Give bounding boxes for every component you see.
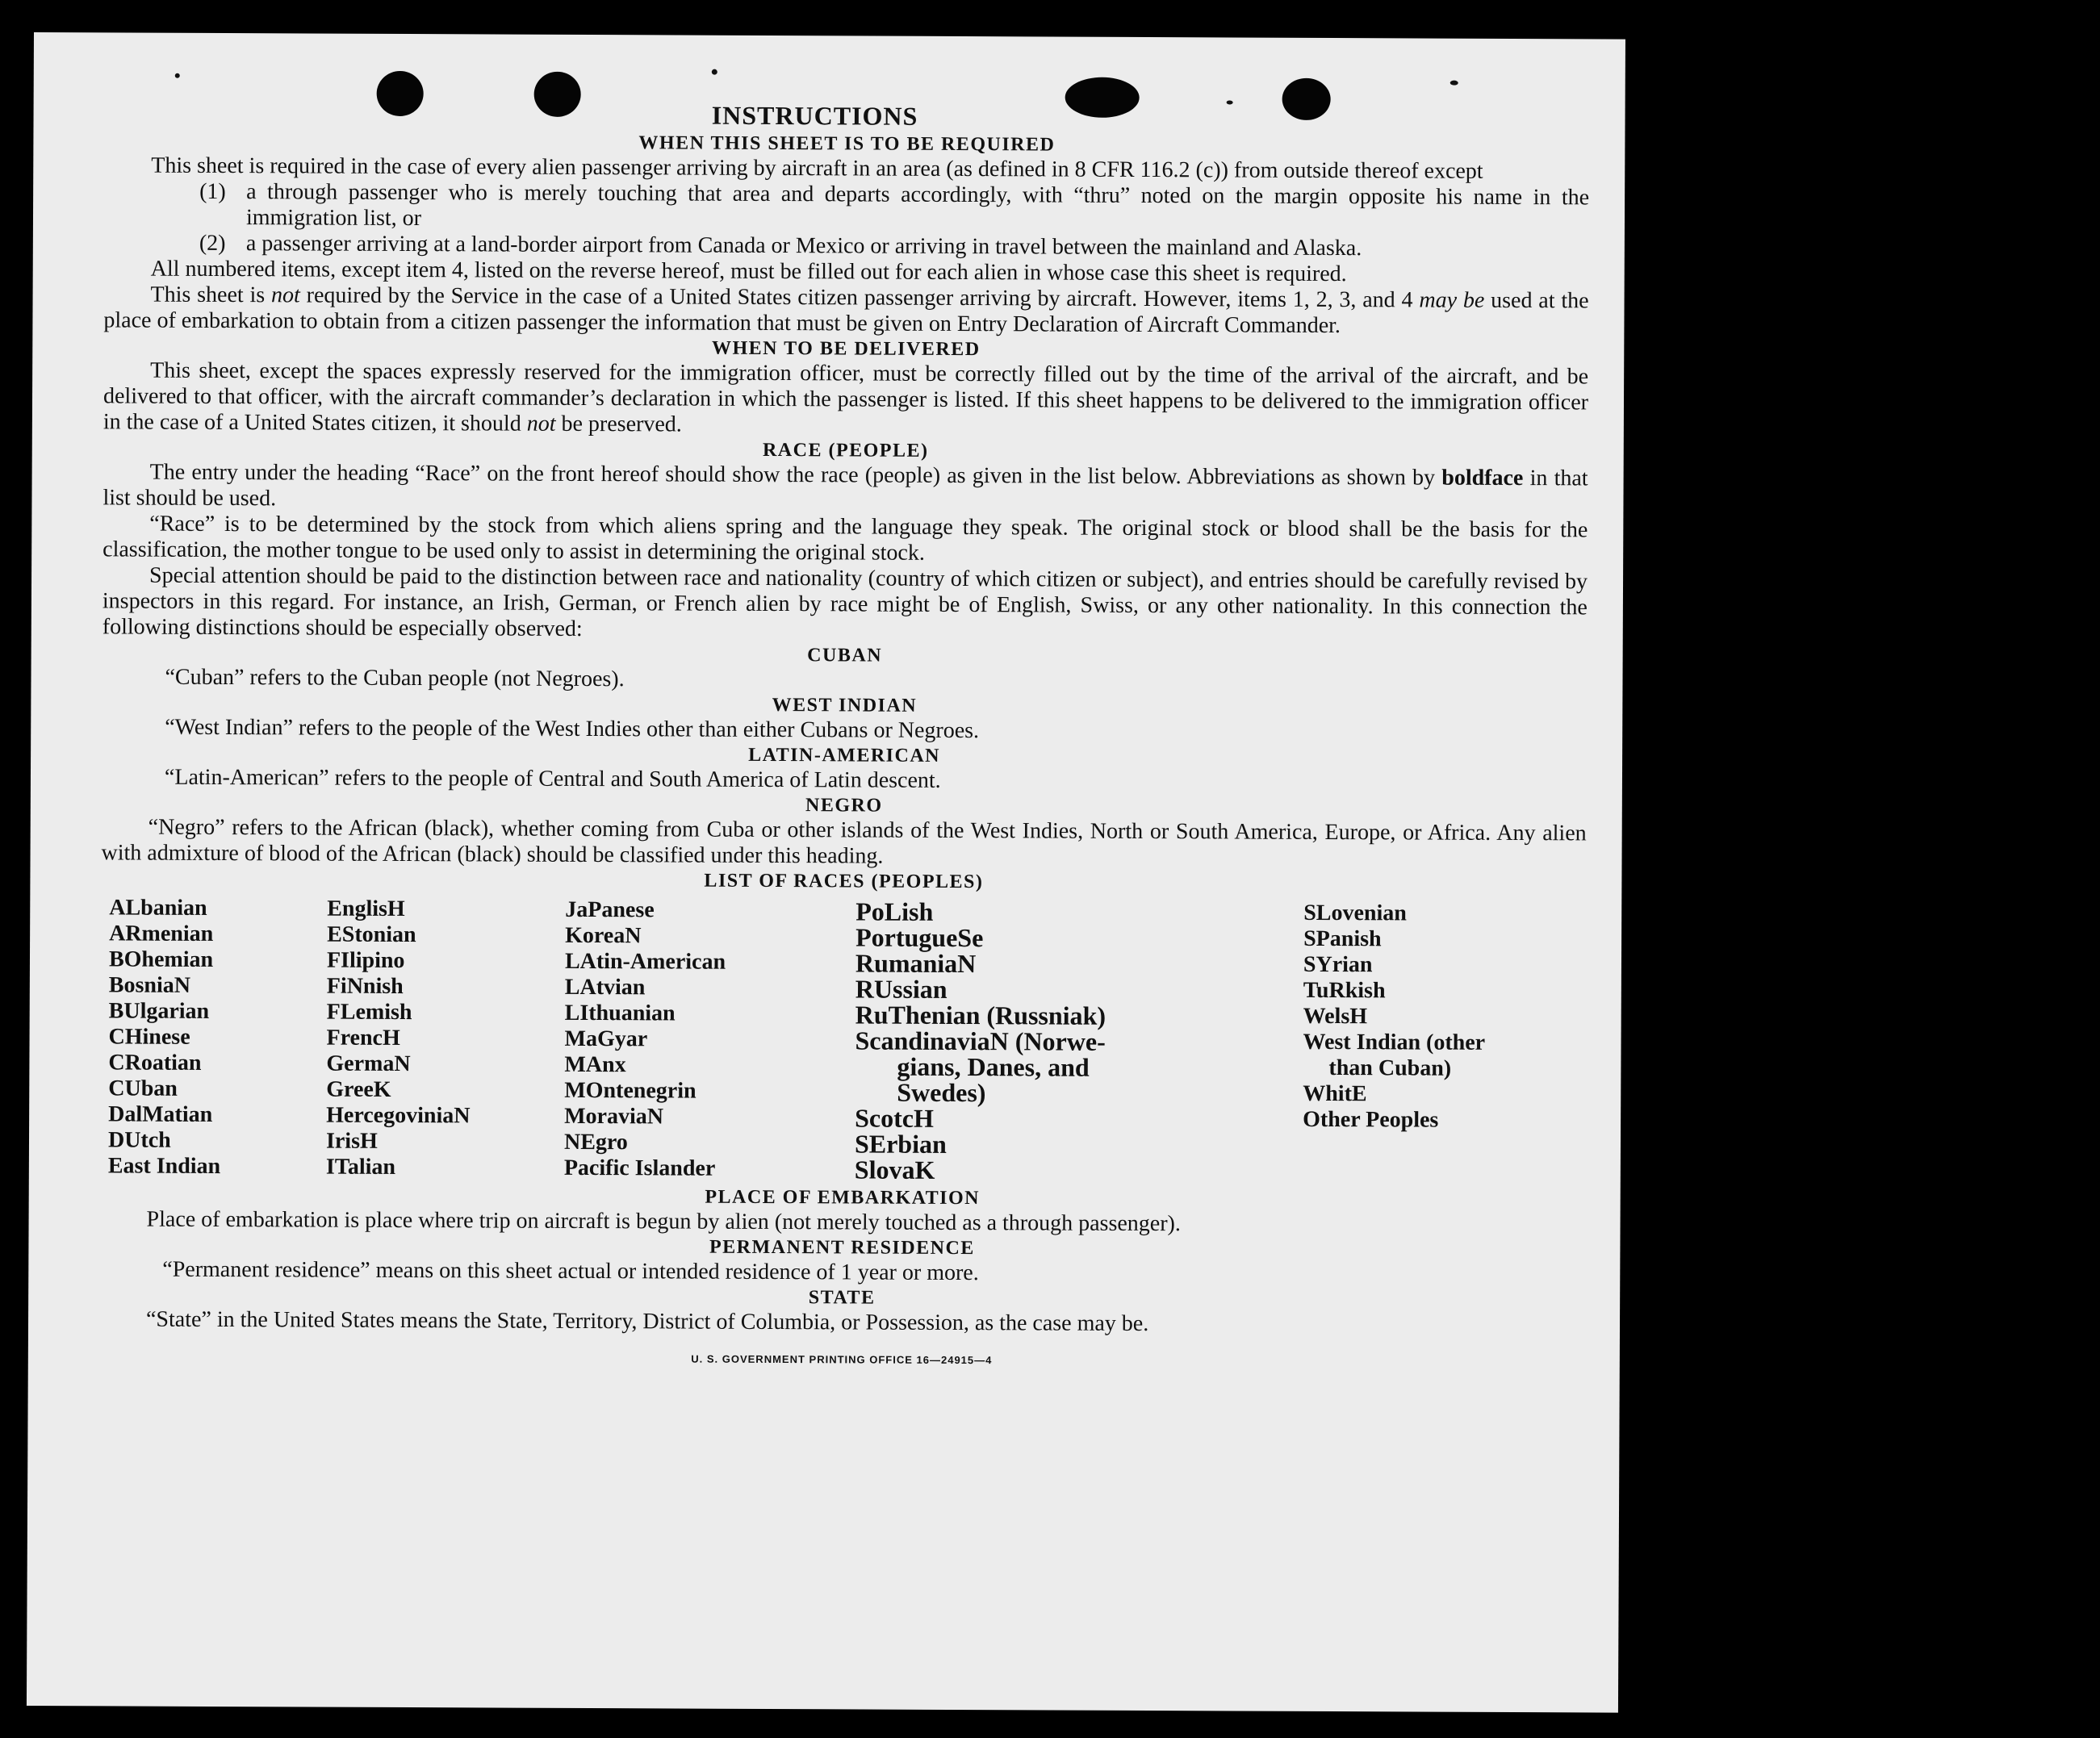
state-text: “State” in the United States means the State, Territory, District of Columbia, or Possession, as the case may be. [145,1306,1149,1337]
text-run: This sheet is [150,282,272,308]
race-entry: MOntenegrin [564,1077,697,1104]
race-entry: SYrian [1303,951,1373,978]
race-para-3: Special attention should be paid to the distinction between race and nationality (country of which citizen or subject), and entries should be carefully revised by inspectors in this regard. For instance, an Irish, German, or French alien by race might be of English, Swiss, or any other nationality. In this connection the following distinctions should be especially observed: [102,562,1588,641]
race-entry: CRoatian [108,1050,202,1076]
bold-text: boldface [1441,465,1524,491]
race-entry: MaGyar [564,1026,648,1052]
race-entry: East Indian [107,1153,221,1180]
race-entry: TuRkish [1303,977,1386,1004]
race-entry: HercegoviniaN [326,1102,471,1129]
race-entry: FIlipino [326,947,405,974]
cuban-text: “Cuban” refers to the Cuban people (not Negroes). [165,664,625,692]
emphasis-text: not [526,411,556,437]
race-entry: EnglisH [327,896,405,922]
exception-number: (1) [199,178,226,205]
race-entry: SlovaK [854,1155,935,1184]
text-run: in that list should be used. [102,466,1588,512]
instructions-content [99,99,1590,1376]
race-entry: FiNnish [326,973,404,1000]
text-run: be preserved. [555,411,682,437]
race-entry: WhitE [1303,1080,1367,1107]
exception-text: a through passenger who is merely touching that area and departs accordingly, with “thru” noted on the margin opposite his name in the immigration list, or [245,179,1590,232]
west-indian-text: “West Indian” refers to the people of the West Indies other than either Cubans or Negroes. [165,714,980,744]
latin-american-text: “Latin-American” refers to the people of Central and South America of Latin descent. [164,764,941,793]
race-entry: DUtch [107,1127,171,1153]
race-entry: FLemish [326,999,412,1026]
races-list [100,895,1587,1185]
exception-item [199,179,1589,237]
section-heading-delivered: WHEN TO BE DELIVERED [711,337,981,361]
required-para-2: All numbered items, except item 4, listed on the reverse hereof, must be filled out for each alien in whose case this sheet is required. [150,256,1347,287]
embarkation-text: Place of embarkation is place where trip on aircraft is begun by alien (not merely touched as a through passenger). [146,1206,1181,1237]
race-entry: RUssian [855,974,948,1004]
emphasis-text: not [271,282,300,308]
race-entry: EStonian [327,921,416,948]
race-entry: WelsH [1303,1003,1368,1030]
required-intro: This sheet is required in the case of every alien passenger arriving by aircraft in an area (as defined in 8 CFR 116.2 (c)) from outside thereof except [151,152,1483,184]
section-heading-embarkation: PLACE OF EMBARKATION [705,1186,981,1209]
negro-text: “Negro” refers to the African (black), whether coming from Cuba or other islands of the West Indies, North or South America, Europe, or Africa. Any alien with admixture of blood of the African (black) should be classified under this heading. [101,814,1587,869]
race-entry: PortugueSe [855,922,984,953]
race-entry: BOhemian [108,946,214,972]
text-run: used at the place of embarkation to obtain from a citizen passenger the information that must be given on Entry Declaration of Aircraft Commander. [103,287,1589,339]
race-entry: West Indian (other [1303,1029,1486,1055]
exception-number: (2) [199,230,226,257]
section-heading-residence: PERMANENT RESIDENCE [709,1236,975,1260]
section-heading-latin-american: LATIN-AMERICAN [748,744,941,767]
race-entry: ScotcH [855,1103,934,1133]
race-entry: RumaniaN [855,948,977,979]
required-para-3 [103,282,1588,340]
exception-text: a passenger arriving at a land-border airport from Canada or Mexico or arriving in travel between the mainland and Alaska. [245,231,1362,261]
race-entry: SPanish [1303,925,1382,952]
text-run: The entry under the heading “Race” on the front hereof should show the race (people) as given in the list below. Abbreviations as shown by [149,459,1442,491]
race-entry: MAnx [564,1051,626,1078]
race-entry: JaPanese [565,896,655,923]
section-heading-race: RACE (PEOPLE) [762,439,929,462]
race-entry: gians, Danes, and [897,1051,1090,1082]
race-entry: ScandinaviaN (Norwe- [855,1026,1106,1056]
race-entry: NEgro [563,1129,628,1155]
race-entry: SErbian [854,1129,947,1159]
race-entry: Other Peoples [1303,1106,1439,1133]
delivered-para [103,357,1588,441]
race-entry: RuThenian (Russniak) [855,1000,1106,1030]
race-entry: DalMatian [108,1101,213,1127]
residence-text: “Permanent residence” means on this sheet actual or intended residence of 1 year or more. [162,1256,979,1286]
emphasis-text: may be [1419,287,1485,313]
race-entry: Swedes) [897,1077,986,1108]
document-sheet [27,32,1625,1713]
race-entry: KoreaN [565,922,642,949]
race-entry: CUban [108,1076,178,1101]
race-entry: PoLish [855,896,934,926]
race-entry: LAtvian [564,974,646,1001]
race-entry: ITalian [325,1154,396,1180]
race-entry: than Cuban) [1328,1055,1452,1081]
race-entry: BUlgarian [108,998,210,1024]
race-entry: MoraviaN [564,1103,664,1130]
race-para-2: “Race” is to be determined by the stock from which aliens spring and the language they speak. The original stock or blood shall be the basis for the classification, the mother tongue to be used only to assist in determining the original stock. [102,511,1588,566]
race-entry: IrisH [325,1128,378,1154]
races-column-4 [855,898,1304,1184]
race-entry: BosniaN [108,972,191,998]
text-run: This sheet, except the spaces expressly reserved for the immigration officer, must be correctly filled out by the time of the arrival of the aircraft, and be delivered to that officer, with the aircraft commander’s declaration in which the passenger is listed. If this sheet happens to be delivered to the immigration officer in the case of a United States citizen, it should [102,357,1589,437]
section-heading-list-of-races: LIST OF RACES (PEOPLES) [704,870,984,893]
printing-office-footer: U. S. GOVERNMENT PRINTING OFFICE 16—24915—4 [691,1352,993,1367]
races-column-1 [108,895,328,1180]
section-heading-state: STATE [808,1287,876,1309]
race-entry: SLovenian [1303,900,1407,926]
speck [1450,81,1458,86]
races-column-5 [1303,900,1546,1185]
races-column-3 [564,897,856,1183]
race-para-1 [102,459,1588,517]
race-entry: LIthuanian [564,1000,676,1026]
race-entry: GermaN [326,1051,411,1077]
page-title: INSTRUCTIONS [711,100,918,131]
race-entry: GreeK [326,1076,391,1102]
race-entry: ALbanian [109,895,207,921]
race-entry: FrencH [326,1025,400,1051]
race-entry: Pacific Islander [563,1155,716,1181]
speck [175,73,180,78]
section-heading-required: WHEN THIS SHEET IS TO BE REQUIRED [638,132,1056,156]
race-entry: CHinese [108,1024,190,1050]
speck [712,69,717,75]
race-entry: ARmenian [109,921,214,946]
race-entry: LAtin-American [564,948,726,975]
races-column-2 [326,896,566,1181]
section-heading-cuban: CUBAN [807,645,883,666]
text-run: required by the Service in the case of a United States citizen passenger arriving by aircraft. However, items 1, 2, 3, and 4 [299,282,1420,313]
section-heading-west-indian: WEST INDIAN [772,694,918,717]
section-heading-negro: NEGRO [805,795,883,817]
